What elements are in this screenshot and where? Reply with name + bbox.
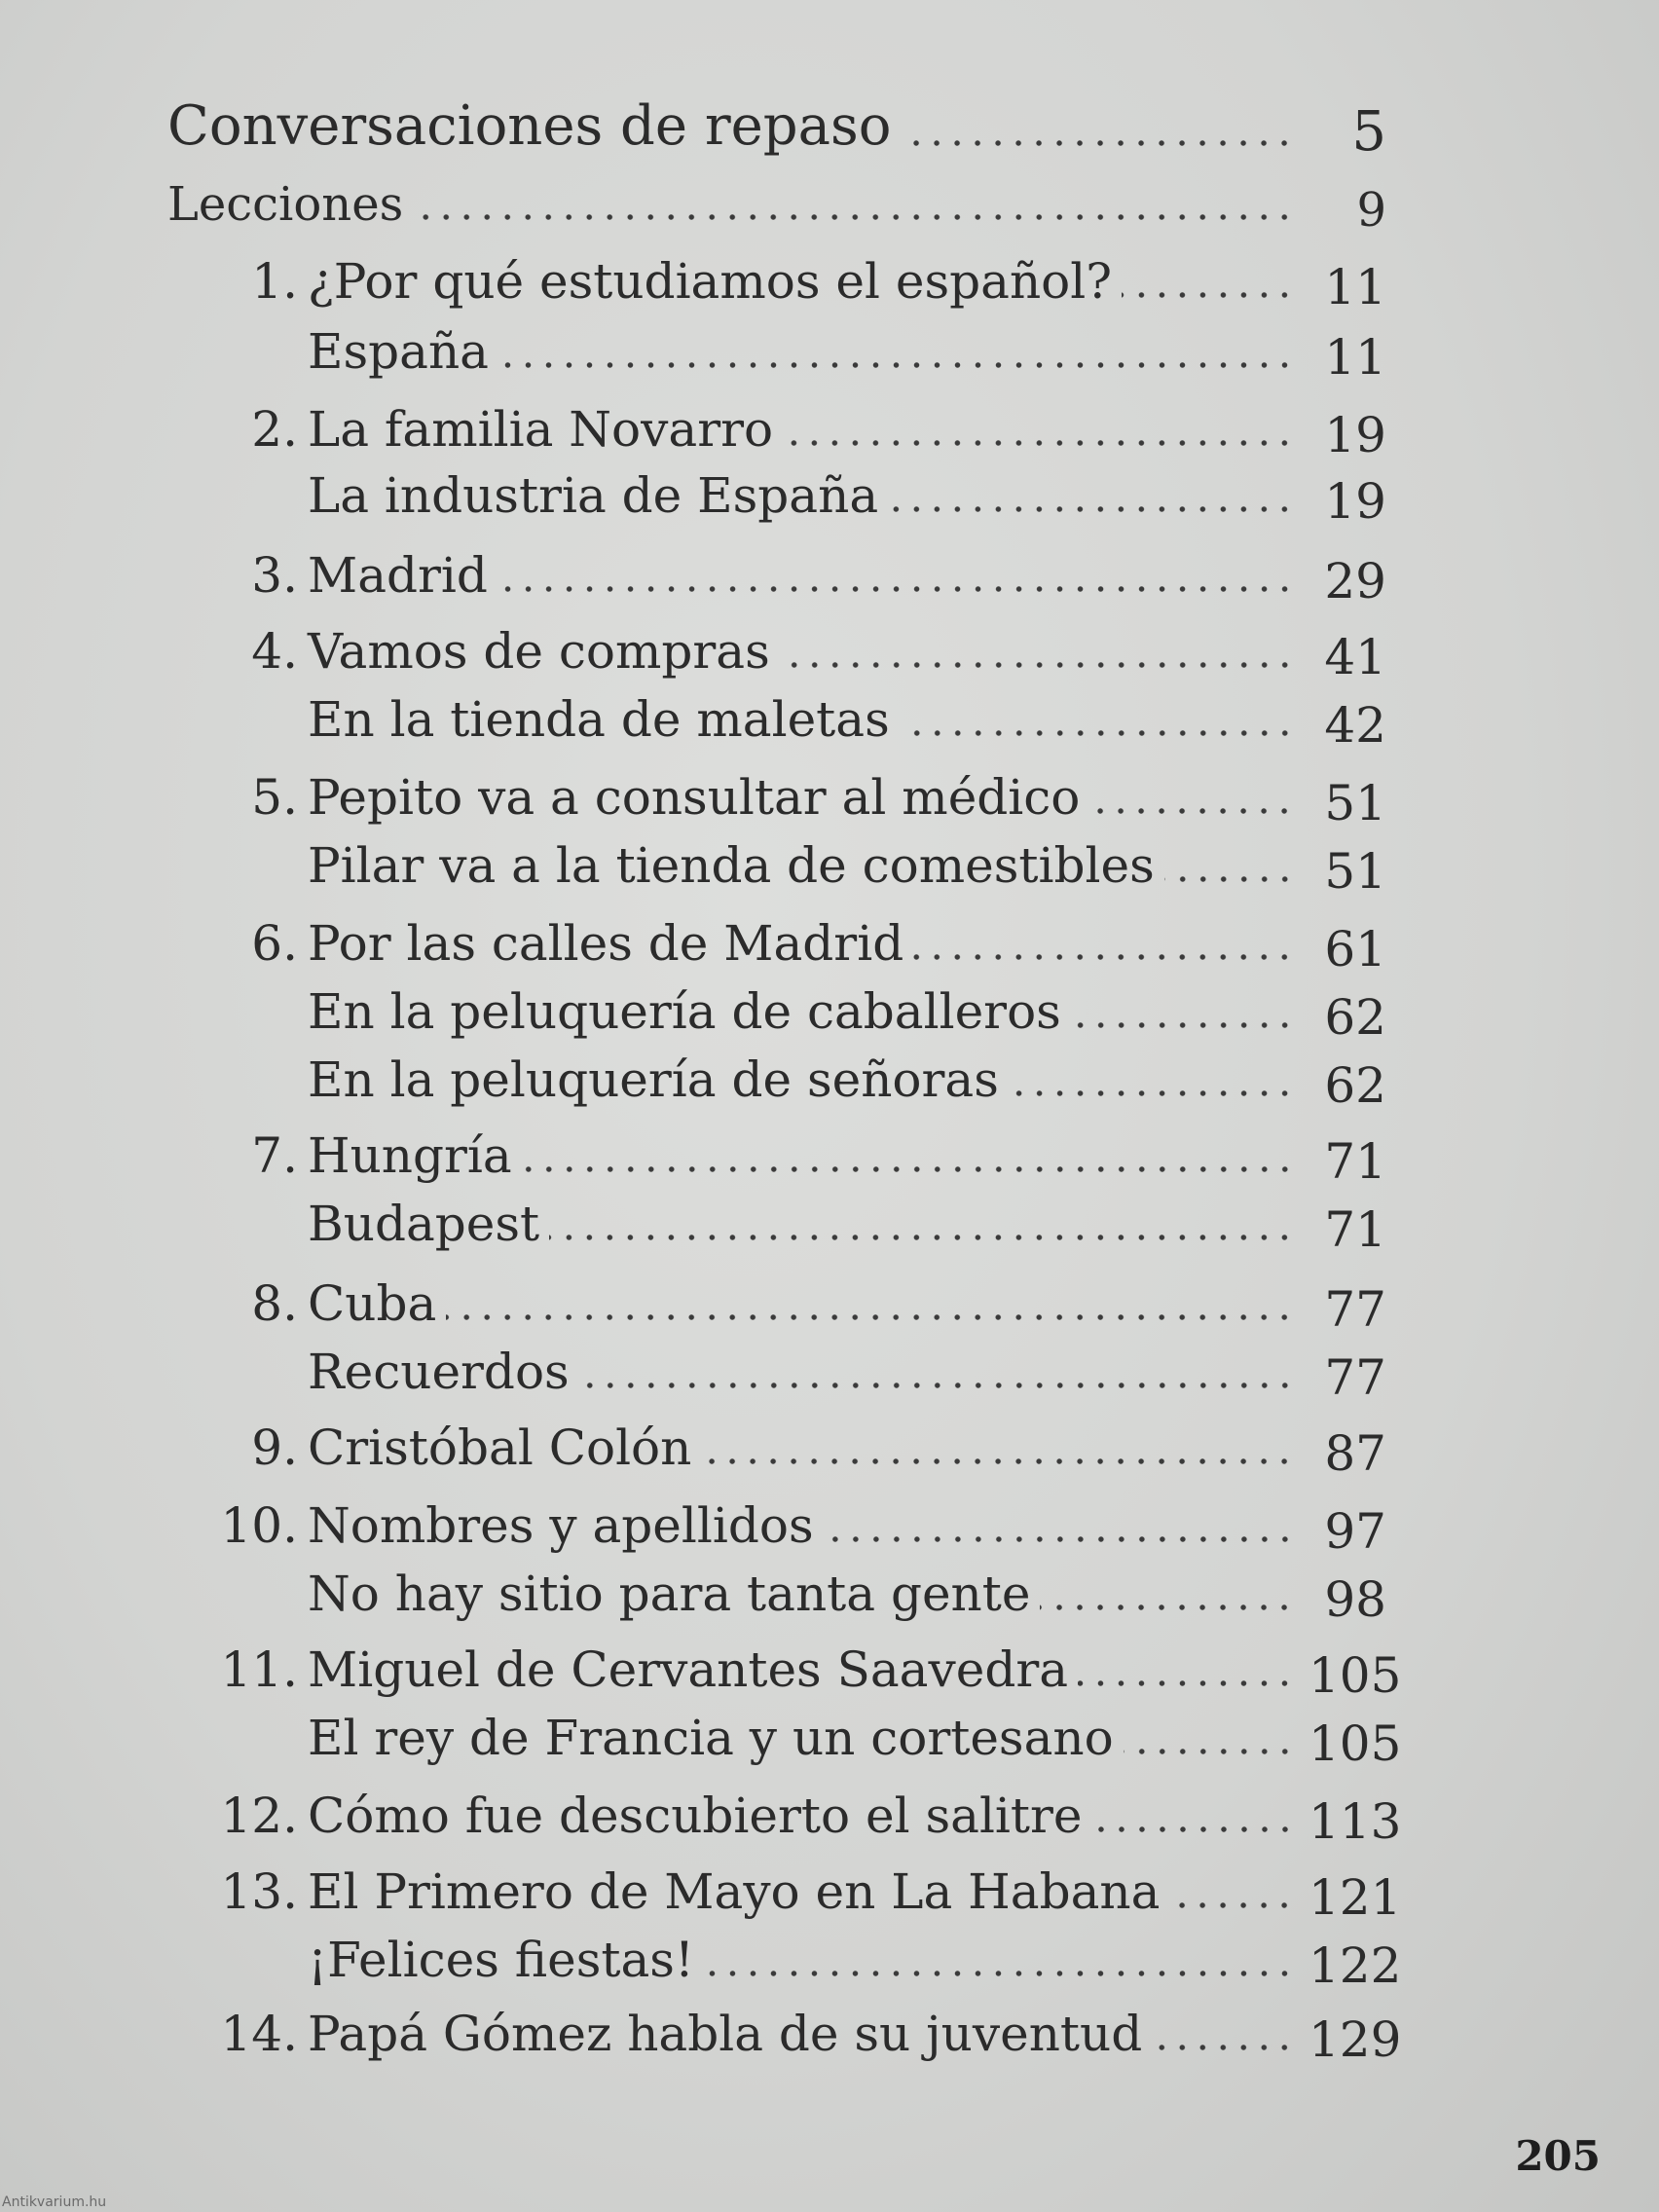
toc-leader-dots: [1152, 2043, 1295, 2052]
toc-entry-page: 11: [1324, 329, 1386, 386]
toc-entry: [251, 617, 1386, 685]
toc-entry: [308, 977, 1386, 1046]
toc-entry-title: España: [308, 323, 489, 380]
toc-leader-dots: [824, 1534, 1295, 1544]
toc-leader-dots: [498, 584, 1295, 594]
toc-entry: [251, 247, 1386, 315]
toc-leader-dots: [1040, 1603, 1295, 1612]
toc-entry-page: 87: [1324, 1425, 1386, 1482]
toc-leader-dots: [900, 728, 1295, 738]
toc-entry: [308, 1338, 1386, 1406]
toc-leader-dots: [498, 360, 1295, 370]
toc-leader-dots: [549, 1233, 1295, 1242]
toc-entry: [220, 1492, 1386, 1560]
lesson-number: 7.: [251, 1127, 298, 1184]
page-number: 205: [1515, 2132, 1601, 2180]
toc-entry: [251, 395, 1386, 463]
toc-leader-dots: [522, 1164, 1295, 1174]
toc-entry-title: ¿Por qué estudiamos el español?: [308, 253, 1113, 310]
watermark: Antikvarium.hu: [2, 2194, 107, 2210]
toc-entry: [220, 1782, 1402, 1850]
toc-entry-page: 71: [1324, 1133, 1386, 1190]
toc-entry-page: 62: [1324, 989, 1386, 1046]
lesson-number: 10.: [220, 1497, 298, 1554]
toc-entry: [251, 909, 1386, 977]
toc-entry-page: 19: [1324, 473, 1386, 530]
toc-entry-title: El rey de Francia y un cortesano: [308, 1710, 1114, 1766]
lesson-number: 2.: [251, 401, 298, 458]
toc-entry-page: 29: [1324, 553, 1386, 609]
toc-entry-title: La familia Novarro: [308, 401, 774, 458]
toc-entry: [251, 541, 1386, 609]
toc-entry-page: 97: [1324, 1503, 1386, 1560]
toc-leader-dots: [1164, 874, 1295, 884]
toc-entry-title: Por las calles de Madrid: [308, 915, 904, 972]
toc-entry-title: Miguel de Cervantes Saavedra: [308, 1641, 1069, 1698]
toc-entry-title: Madrid: [308, 547, 488, 604]
lesson-number: 4.: [251, 623, 298, 680]
toc-entry-title: Papá Gómez habla de su juventud: [308, 2006, 1143, 2062]
toc-entry-page: 71: [1324, 1201, 1386, 1258]
toc-entry-title: Vamos de compras: [308, 623, 770, 680]
toc-entry-page: 77: [1324, 1281, 1386, 1338]
toc-leader-dots: [1078, 1678, 1295, 1688]
toc-entry: [220, 1636, 1402, 1704]
toc-entry-page: 121: [1309, 1869, 1402, 1926]
toc-entry: [220, 2000, 1402, 2068]
toc-entry-page: 113: [1309, 1793, 1402, 1850]
toc-entry: [251, 1122, 1386, 1190]
lesson-number: 1.: [251, 253, 298, 310]
toc-leader-dots: [1071, 1020, 1295, 1030]
toc-entry-title: Recuerdos: [308, 1344, 570, 1400]
lesson-number: 11.: [220, 1641, 298, 1698]
toc-leader-dots: [901, 138, 1295, 148]
toc-entry-page: 62: [1324, 1057, 1386, 1114]
toc-entry-page: 41: [1324, 629, 1386, 685]
lesson-number: 13.: [220, 1863, 298, 1920]
toc-entry-page: 9: [1356, 183, 1386, 238]
toc-entry: [251, 763, 1386, 831]
toc-entry-title: En la tienda de maletas: [308, 691, 890, 748]
toc-leader-dots: [783, 438, 1295, 448]
toc-entry-page: 105: [1309, 1647, 1402, 1704]
toc-entry: [167, 169, 1386, 238]
toc-entry-title: La industria de España: [308, 467, 879, 524]
toc-entry-page: 5: [1351, 100, 1386, 164]
toc-entry-title: Conversaciones de repaso: [167, 94, 892, 158]
toc-entry-title: En la peluquería de señoras: [308, 1051, 999, 1108]
toc-entry-title: En la peluquería de caballeros: [308, 983, 1061, 1040]
toc-leader-dots: [888, 504, 1295, 514]
toc-entry: [167, 94, 1386, 164]
toc-entry-title: Cómo fue descubierto el salitre: [308, 1788, 1083, 1844]
toc-entry-page: 51: [1324, 843, 1386, 900]
toc-entry: [308, 1926, 1402, 1994]
toc-leader-dots: [1124, 1747, 1295, 1756]
toc-entry-page: 122: [1309, 1937, 1402, 1994]
toc-entry-page: 19: [1324, 407, 1386, 463]
lesson-number: 5.: [251, 769, 298, 826]
toc-entry-title: No hay sitio para tanta gente: [308, 1566, 1031, 1622]
toc-leader-dots: [1089, 806, 1295, 816]
toc-entry: [308, 1046, 1386, 1114]
toc-entry-title: Nombres y apellidos: [308, 1497, 814, 1554]
toc-entry-page: 77: [1324, 1349, 1386, 1406]
toc-entry-title: ¡Felices fiestas!: [308, 1932, 695, 1988]
toc-leader-dots: [780, 660, 1295, 670]
toc-entry-title: Cristóbal Colón: [308, 1419, 692, 1476]
toc-entry-page: 98: [1324, 1571, 1386, 1628]
lesson-number: 3.: [251, 547, 298, 604]
toc-entry-title: Pepito va a consultar al médico: [308, 769, 1081, 826]
toc-entry-page: 11: [1324, 259, 1386, 315]
toc-leader-dots: [1169, 1900, 1295, 1910]
toc-entry-title: Hungría: [308, 1127, 512, 1184]
toc-entry: [308, 317, 1386, 386]
toc-entry-title: Budapest: [308, 1196, 540, 1252]
toc-leader-dots: [446, 1312, 1295, 1322]
toc-leader-dots: [1009, 1088, 1295, 1098]
lesson-number: 6.: [251, 915, 298, 972]
toc-entry: [251, 1270, 1386, 1338]
toc-entry-title: Lecciones: [167, 177, 404, 232]
toc-entry-title: Pilar va a la tienda de comestibles: [308, 837, 1155, 894]
toc-leader-dots: [1092, 1825, 1295, 1834]
toc-leader-dots: [1122, 290, 1295, 300]
toc-entry: [220, 1858, 1402, 1926]
toc-entry-page: 42: [1324, 697, 1386, 754]
lesson-number: 14.: [220, 2006, 298, 2062]
toc-entry-page: 61: [1324, 921, 1386, 977]
toc-leader-dots: [704, 1969, 1295, 1978]
toc-entry-title: El Primero de Mayo en La Habana: [308, 1863, 1161, 1920]
toc-entry: [308, 831, 1386, 900]
toc-entry: [308, 1704, 1402, 1772]
toc-leader-dots: [913, 952, 1295, 962]
toc-entry: [308, 685, 1386, 754]
toc-entry-page: 129: [1309, 2011, 1402, 2068]
toc-entry-title: Cuba: [308, 1275, 437, 1332]
toc-entry: [308, 1560, 1386, 1628]
lesson-number: 12.: [220, 1788, 298, 1844]
toc-entry: [308, 461, 1386, 530]
toc-entry-page: 105: [1309, 1715, 1402, 1772]
toc-leader-dots: [701, 1456, 1295, 1466]
lesson-number: 8.: [251, 1275, 298, 1332]
toc-entry: [251, 1414, 1386, 1482]
toc-entry-page: 51: [1324, 775, 1386, 831]
toc-leader-dots: [579, 1381, 1295, 1390]
toc-entry: [308, 1190, 1386, 1258]
lesson-number: 9.: [251, 1419, 298, 1476]
toc-leader-dots: [413, 212, 1295, 222]
